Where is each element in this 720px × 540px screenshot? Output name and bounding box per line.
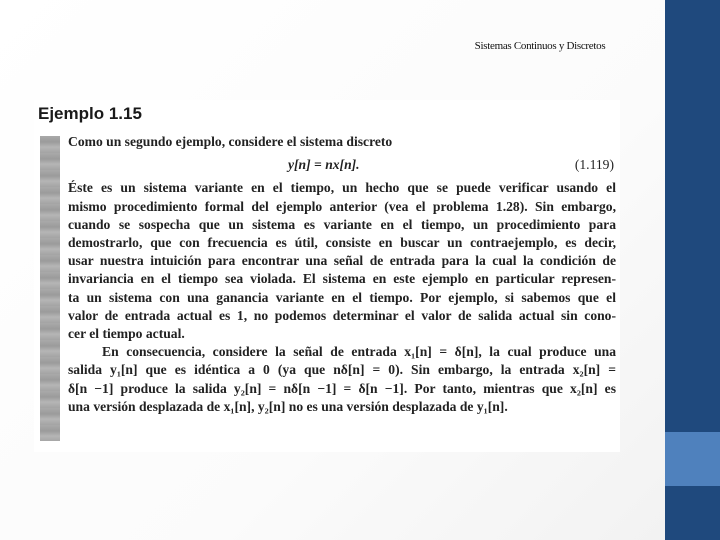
paragraph-1-line: mismo procedimiento formal del ejemplo anterior (vea el problema 1.28). Sin embargo,	[68, 198, 616, 214]
paragraph-2-line: salida y₁[n] que es idéntica a 0 (ya que nδ[n] = 0). Sin embargo, la entrada x₂[n] =	[68, 362, 616, 378]
equation-row	[288, 156, 616, 174]
scanned-page	[34, 100, 620, 452]
example-intro: Como un segundo ejemplo, considere el sistema discreto	[68, 134, 393, 149]
example-title: Ejemplo 1.15	[38, 104, 142, 123]
paragraph-1-line: cuando se sospecha que un sistema es variante en el tiempo, un procedimiento para	[68, 216, 616, 232]
sidebar-accent-block	[665, 432, 720, 486]
paragraph-1-line: ta un sistema con una ganancia variante en el tiempo. Por ejemplo, si sabemos que el	[68, 289, 616, 305]
paragraph-1-line: usar nuestra intuición para encontrar una señal de entrada para la cual la condición de	[68, 253, 616, 269]
paragraph-1-line: valor de entrada actual es 1, no podemos determinar el valor de salida actual sin cono-	[68, 307, 616, 323]
equation: y[n] = nx[n].	[288, 157, 360, 173]
paragraph-1	[68, 179, 616, 343]
paragraph-1-line: Éste es un sistema variante en el tiempo, un hecho que se puede verificar usando el	[68, 180, 616, 196]
paragraph-1-line: demostrarlo, que con frecuencia es útil, consiste en buscar un contraejemplo, es decir,	[68, 235, 616, 251]
equation-number: (1.119)	[574, 157, 614, 173]
paragraph-2-line: una versión desplazada de x₁[n], y₂[n] no es una versión desplazada de y₁[n].	[68, 398, 508, 414]
paragraph-1-line: cer el tiempo actual.	[68, 326, 185, 342]
paragraph-2	[68, 343, 616, 416]
margin-gray-bar	[40, 136, 60, 441]
header-title: Sistemas Continuos y Discretos	[474, 40, 606, 52]
paragraph-2-line: δ[n −1] produce la salida y₂[n] = nδ[n −1] = δ[n −1]. Por tanto, mientras que x₂[n] es	[68, 380, 616, 396]
example-text	[68, 133, 616, 416]
sidebar-decoration	[665, 0, 720, 540]
paragraph-2-line: En consecuencia, considere la señal de entrada x₁[n] = δ[n], la cual produce una	[102, 344, 616, 360]
paragraph-1-line: invariancia en el tiempo sea violada. El sistema en este ejemplo en particular represen-	[68, 271, 616, 287]
